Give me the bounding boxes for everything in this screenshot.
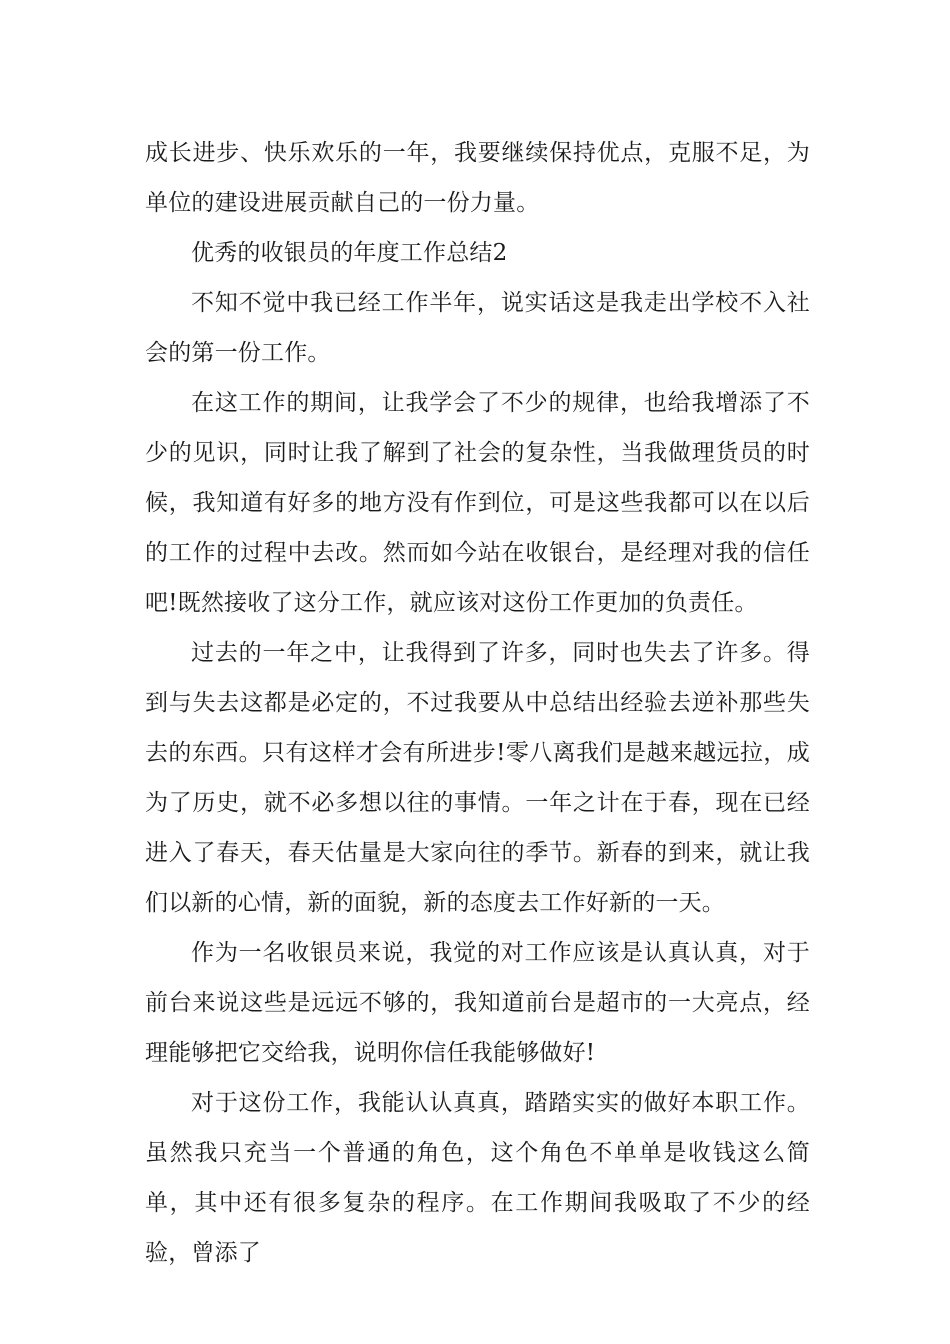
paragraph: 不知不觉中我已经工作半年，说实话这是我走出学校不入社会的第一份工作。 [145, 290, 810, 366]
paragraph: 在这工作的期间，让我学会了不少的规律，也给我增添了不少的见识，同时让我了解到了社会的复杂性，当我做理货员的时候，我知道有好多的地方没有作到位，可是这些我都可以在以后的工作的过程中去改。然而如今站在收银台，是经理对我的信任吧!既然接收了这分工作，就应该对这份工作更加的负责任。 [145, 390, 810, 616]
paragraph: 对于这份工作，我能认认真真，踏踏实实的做好本职工作。虽然我只充当一个普通的角色，这个角色不单单是收钱这么简单，其中还有很多复杂的程序。在工作期间我吸取了不少的经验，曾添了 [145, 1090, 810, 1266]
paragraph-continuation: 成长进步、快乐欢乐的一年，我要继续保持优点，克服不足，为单位的建设进展贡献自己的一份力量。 [145, 140, 810, 216]
document-body [145, 128, 810, 1278]
paragraph: 过去的一年之中，让我得到了许多，同时也失去了许多。得到与失去这都是必定的，不过我要从中总结出经验去逆补那些失去的东西。只有这样才会有所进步!零八离我们是越来越远拉，成为了历史，就不必多想以往的事情。一年之计在于春，现在已经进入了春天，春天估量是大家向往的季节。新春的到来，就让我们以新的心情，新的面貌，新的态度去工作好新的一天。 [145, 640, 810, 916]
section-title: 优秀的收银员的年度工作总结2 [191, 240, 508, 266]
paragraph: 作为一名收银员来说，我觉的对工作应该是认真认真，对于前台来说这些是远远不够的，我知道前台是超市的一大亮点，经理能够把它交给我，说明你信任我能够做好! [145, 940, 810, 1066]
